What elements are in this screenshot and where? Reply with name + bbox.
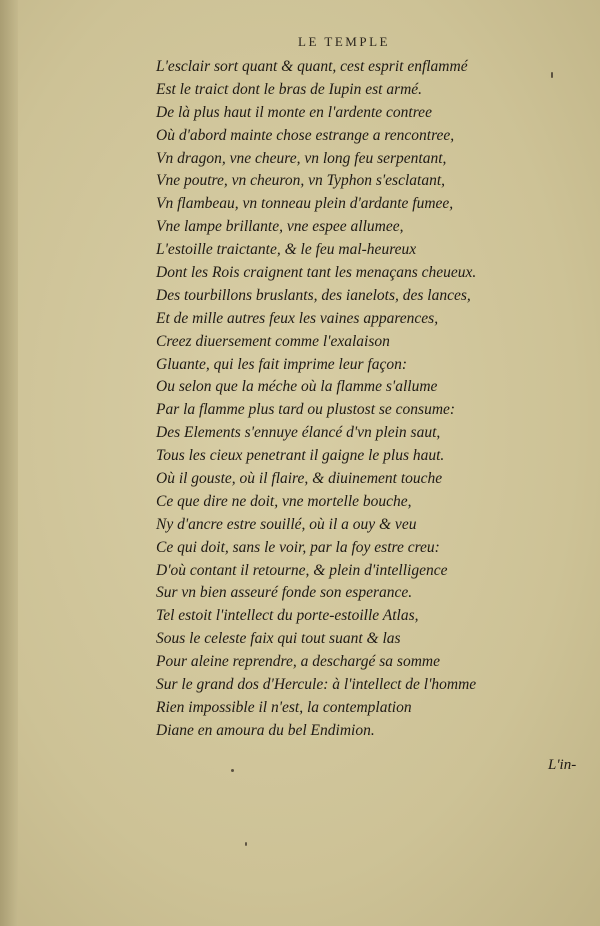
- running-head: LE TEMPLE: [298, 34, 390, 49]
- verse-line: Ce qui doit, sans le voir, par la foy estre creu:: [156, 538, 440, 556]
- verse-line: Sur vn bien asseuré fonde son esperance.: [156, 584, 413, 602]
- catchword: L'in-: [548, 757, 577, 773]
- verse-line: Ce que dire ne doit, vne mortelle bouche,: [156, 492, 412, 510]
- verse-line: Tel estoit l'intellect du porte-estoille Atlas,: [156, 607, 419, 625]
- verse-line: Vne lampe brillante, vne espee allumee,: [156, 218, 404, 236]
- verse-line: Sur le grand dos d'Hercule: à l'intellect de l'homme: [156, 676, 477, 694]
- verse-line: Est le traict dont le bras de Iupin est armé.: [156, 80, 423, 98]
- verse-line: Des tourbillons bruslants, des ianelots, des lances,: [156, 286, 471, 304]
- verse-line: L'estoille traictante, & le feu mal-heureux: [156, 241, 417, 259]
- verse-line: D'où contant il retourne, & plein d'intelligence: [156, 561, 448, 579]
- verse-line: Vn flambeau, vn tonneau plein d'ardante fumee,: [156, 195, 454, 213]
- verse-line: Rien impossible il n'est, la contemplation: [156, 698, 412, 716]
- verse-line: Où d'abord mainte chose estrange a rencontree,: [156, 126, 455, 144]
- verse-line: Sous le celeste faix qui tout suant & las: [156, 630, 401, 648]
- verse-line: Et de mille autres feux les vaines apparences,: [156, 309, 439, 327]
- verse-line: Ny d'ancre estre souillé, où il a ouy & veu: [156, 515, 417, 533]
- verse-line: Diane en amoura du bel Endimion.: [156, 721, 375, 739]
- verse-line: Vn dragon, vne cheure, vn long feu serpentant,: [156, 149, 447, 167]
- verse-line: Des Elements s'ennuye élancé d'vn plein saut,: [156, 424, 441, 442]
- verse-line: Ou selon que la méche où la flamme s'allume: [156, 378, 438, 396]
- verse-line: Creez diuersement comme l'exalaison: [156, 332, 390, 350]
- verse-line: Tous les cieux penetrant il gaigne le plus haut.: [156, 447, 445, 465]
- verse-line: Vne poutre, vn cheuron, vn Typhon s'esclatant,: [156, 172, 445, 190]
- page-gutter: [0, 0, 18, 926]
- verse-line: De là plus haut il monte en l'ardente contree: [156, 103, 432, 121]
- verse-line: L'esclair sort quant & quant, cest esprit enflammé: [156, 58, 468, 75]
- verse-line: Par la flamme plus tard ou plustost se consume:: [156, 401, 456, 419]
- verse-line: Gluante, qui les fait imprime leur façon:: [156, 355, 407, 373]
- verse-text: [156, 56, 576, 743]
- ink-speck: [245, 842, 247, 846]
- ink-mark: [551, 72, 553, 78]
- verse-line: Dont les Rois craignent tant les menaçans cheueux.: [156, 264, 477, 282]
- verse-line: Pour aleine reprendre, a deschargé sa somme: [156, 653, 440, 671]
- verse-line: Où il gouste, où il flaire, & diuinement touche: [156, 470, 443, 488]
- ink-speck: [231, 769, 234, 772]
